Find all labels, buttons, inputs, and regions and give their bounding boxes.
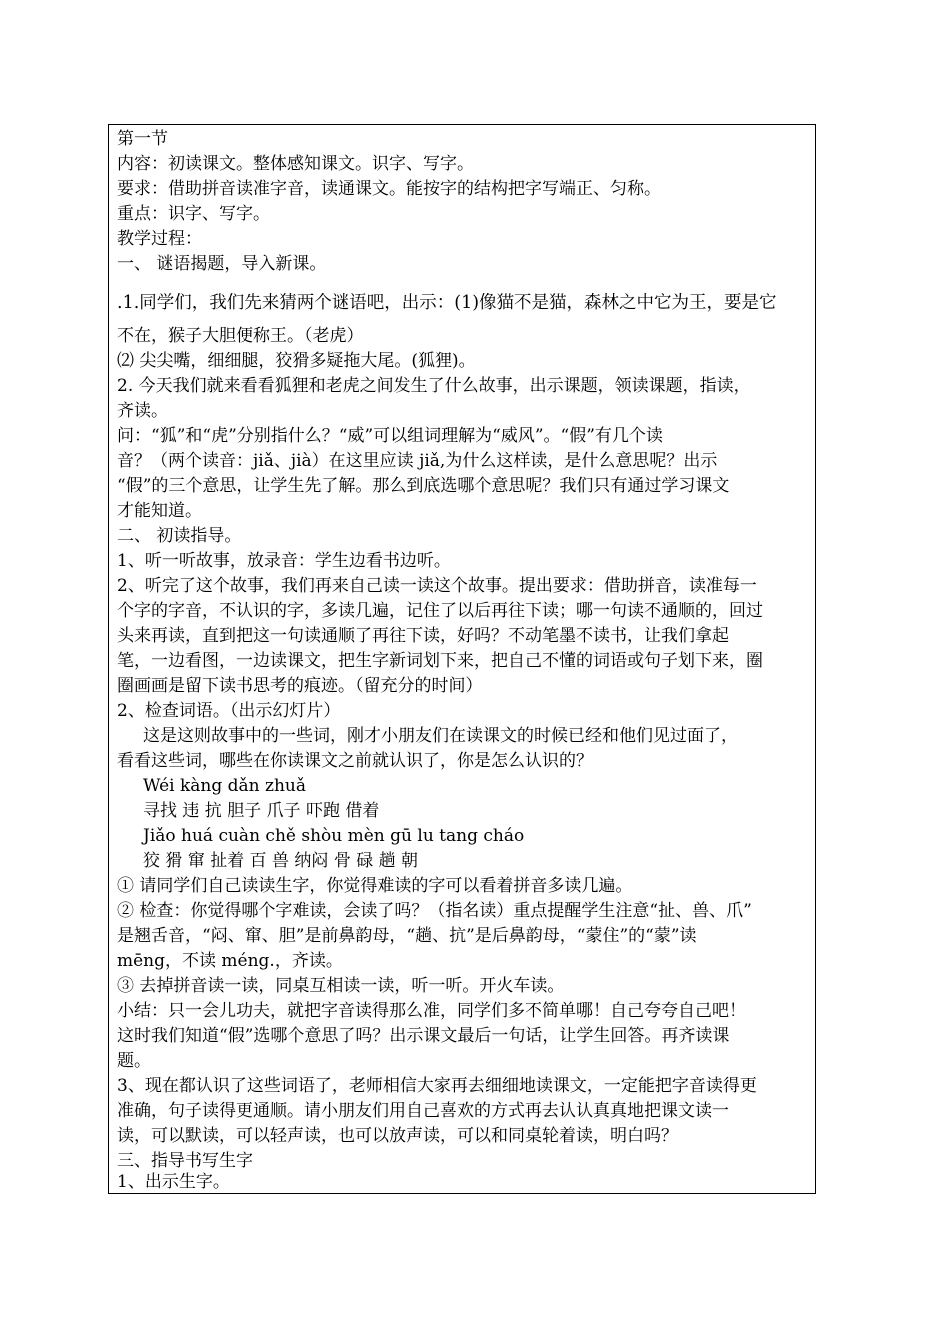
paragraph-line: 这是这则故事中的一些词，刚才小朋友们在读课文的时候已经和他们见过面了， <box>143 726 738 746</box>
paragraph-line: ② 检查：你觉得哪个字难读，会读了吗？（指名读）重点提醒学生注意“扯、兽、爪” <box>117 901 752 921</box>
paragraph-line: 音？（两个读音：jiǎ、jià）在这里应读 jiǎ,为什么这样读，是什么意思呢？出示 <box>117 451 718 471</box>
summary-line: 小结：只一会儿功夫，就把字音读得那么准，同学们多不简单哪！自己夸夸自己吧！ <box>117 1001 746 1021</box>
paragraph-line: 3、现在都认识了这些词语了，老师相信大家再去细细地读课文，一定能把字音读得更 <box>117 1076 757 1096</box>
paragraph-line: “假”的三个意思，让学生先了解。那么到底选哪个意思呢？我们只有通过学习课文 <box>117 476 730 496</box>
riddle-line: .1.同学们，我们先来猜两个谜语吧，出示：(1)像猫不是猫，森林之中它为王，要是它 <box>117 293 777 313</box>
paragraph-line: 读，可以默读，可以轻声读，也可以放声读，可以和同桌轮着读，明白吗？ <box>117 1126 678 1146</box>
step-two-heading: 二、 初读指导。 <box>117 526 242 546</box>
paragraph-line: 2. 今天我们就来看看狐狸和老虎之间发生了什么故事，出示课题，领读课题，指读， <box>117 376 751 396</box>
summary-line: 题。 <box>117 1051 151 1071</box>
step-three-heading: 三、指导书写生字 <box>117 1151 253 1171</box>
paragraph-line: 头来再读，直到把这一句读通顺了再往下读，好吗？不动笔墨不读书，让我们拿起 <box>117 626 729 646</box>
paragraph-line: ③ 去掉拼音读一读，同桌互相读一读，听一听。开火车读。 <box>117 976 565 996</box>
step-one-heading: 一、 谜语揭题，导入新课。 <box>117 254 327 274</box>
process-heading: 教学过程： <box>117 229 202 249</box>
focus-line: 重点：识字、写字。 <box>117 204 270 224</box>
paragraph-line: 2、检查词语。（出示幻灯片） <box>117 701 341 721</box>
summary-line: 这时我们知道“假”选哪个意思了吗？出示课文最后一句话，让学生回答。再齐读课 <box>117 1026 730 1046</box>
vocab-line: 寻找 违 抗 胆子 爪子 吓跑 借着 <box>143 801 380 821</box>
paragraph-line: mēng，不读 méng.，齐读。 <box>117 951 343 971</box>
content-line: 内容：初读课文。整体感知课文。识字、写字。 <box>117 154 474 174</box>
riddle-line: 不在，猴子大胆便称王。（老虎） <box>117 326 364 346</box>
paragraph-line: ① 请同学们自己读读生字，你觉得难读的字可以看着拼音多读几遍。 <box>117 876 633 896</box>
pinyin-line: Wéi kàng dǎn zhuǎ <box>143 776 307 796</box>
section-heading: 第一节 <box>117 129 168 149</box>
pinyin-line: Jiǎo huá cuàn chě shòu mèn gū lu tang cháo <box>143 826 525 846</box>
paragraph-line: 是翘舌音，“闷、窜、胆”是前鼻韵母，“趟、抗”是后鼻韵母，“蒙住”的“蒙”读 <box>117 926 697 946</box>
paragraph-line: 看看这些词，哪些在你读课文之前就认识了，你是怎么认识的？ <box>117 751 593 771</box>
paragraph-line: 准确，句子读得更通顺。请小朋友们用自己喜欢的方式再去认认真真地把课文读一 <box>117 1101 729 1121</box>
paragraph-line: 圈画画是留下读书思考的痕迹。（留充分的时间） <box>117 676 483 696</box>
paragraph-line: 1、出示生字。 <box>117 1172 230 1192</box>
paragraph-line: 笔，一边看图，一边读课文，把生字新词划下来，把自己不懂的词语或句子划下来，圈 <box>117 651 763 671</box>
vocab-line: 狡 猾 窜 扯着 百 兽 纳闷 骨 碌 趟 朝 <box>143 851 419 871</box>
requirement-line: 要求：借助拼音读准字音，读通课文。能按字的结构把字写端正、匀称。 <box>117 179 661 199</box>
paragraph-line: 1、听一听故事，放录音：学生边看书边听。 <box>117 551 451 571</box>
paragraph-line: 个字的字音，不认识的字，多读几遍，记住了以后再往下读；哪一句读不通顺的，回过 <box>117 601 763 621</box>
paragraph-line: 2、听完了这个故事，我们再来自己读一读这个故事。提出要求：借助拼音，读准每一 <box>117 576 757 596</box>
paragraph-line: 问：“狐”和“虎”分别指什么？“威”可以组词理解为“威风”。“假”有几个读 <box>117 426 663 446</box>
paragraph-line: 才能知道。 <box>117 501 202 521</box>
paragraph-line: 齐读。 <box>117 401 168 421</box>
riddle-line: ⑵ 尖尖嘴，细细腿，狡猾多疑拖大尾。(狐狸)。 <box>117 351 476 371</box>
